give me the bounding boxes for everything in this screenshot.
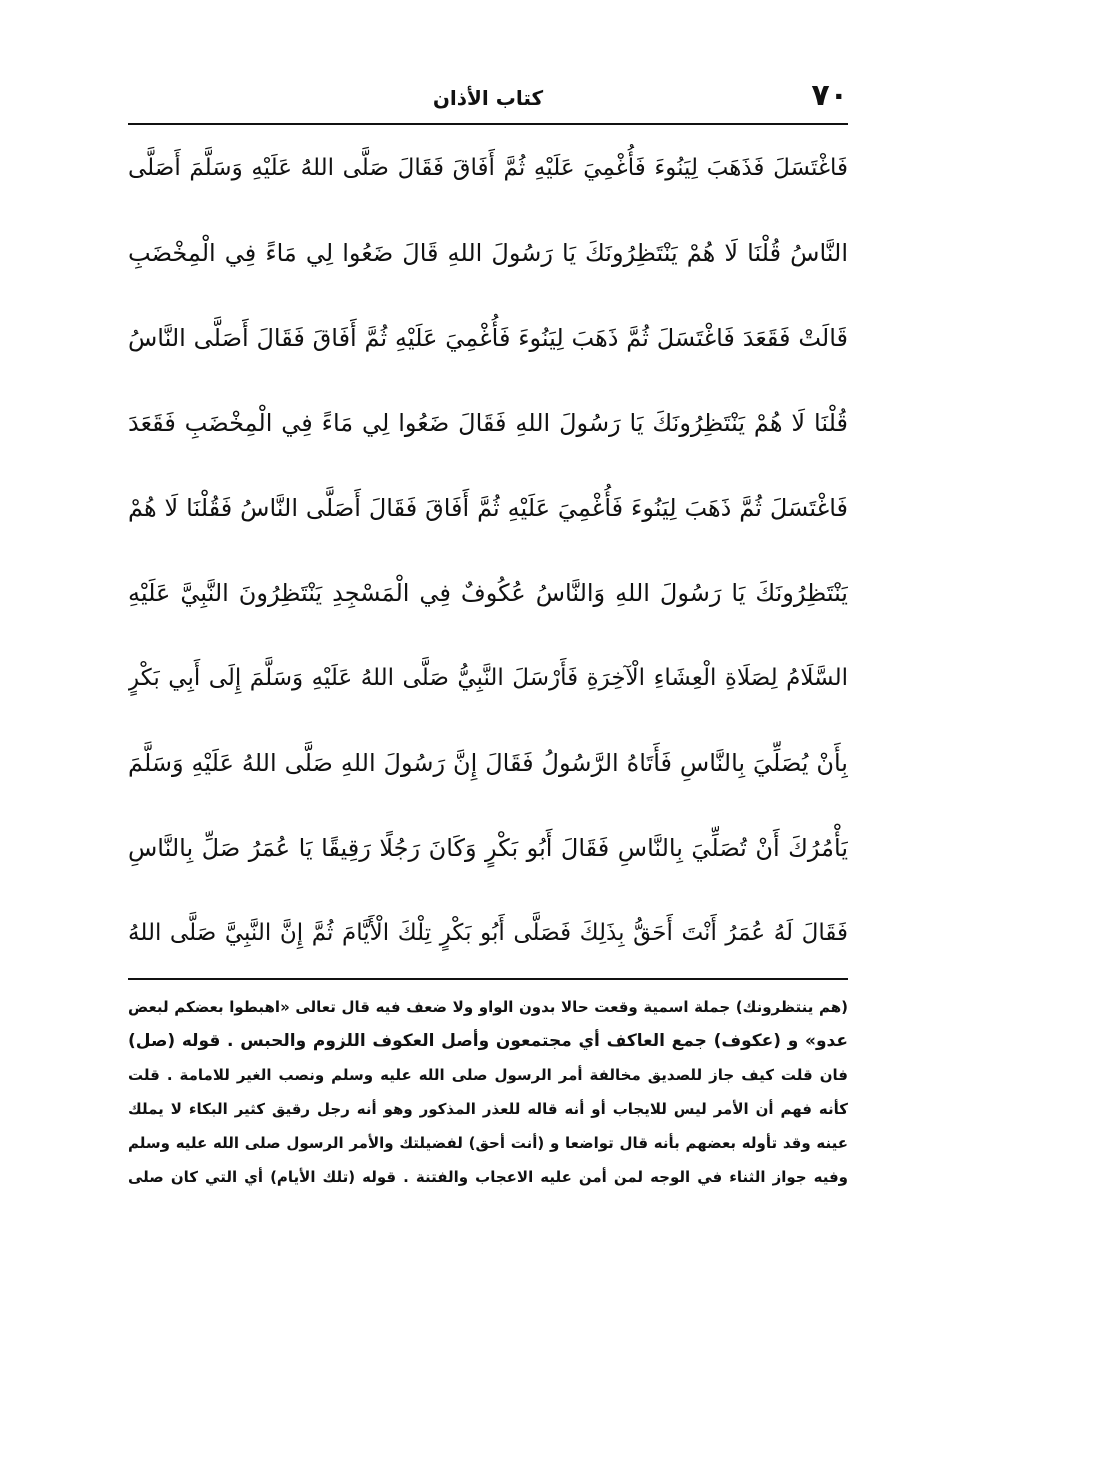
main-text [128, 138, 848, 988]
main-text-line: النَّاسُ قُلْنَا لَا هُمْ يَنْتَظِرُونَكَ يَا رَسُولَ اللهِ قَالَ ضَعُوا لِي مَاءً فِي الْمِخْضَبِ [128, 239, 848, 267]
main-text-line: يَنْتَظِرُونَكَ يَا رَسُولَ اللهِ وَالنَّاسُ عُكُوفٌ فِي الْمَسْجِدِ يَنْتَظِرُونَ النَّبِيَّ عَلَيْهِ [128, 579, 848, 607]
note-line: عدو» و (عكوف) جمع العاكف أي مجتمعون وأصل العكوف اللزوم والحبس . قوله (صل) [128, 1031, 848, 1051]
main-text-line: فَاغْتَسَلَ ثُمَّ ذَهَبَ لِيَنُوءَ فَأُغْمِيَ عَلَيْهِ ثُمَّ أَفَاقَ فَقَالَ أَصَلَّى النَّاسُ فَقُلْنَا لَا هُمْ [128, 494, 848, 522]
main-text-line: السَّلَامُ لِصَلَاةِ الْعِشَاءِ الْآخِرَةِ فَأَرْسَلَ النَّبِيُّ صَلَّى اللهُ عَلَيْهِ وَسَلَّمَ إِلَى أَبِي بَكْرٍ [128, 665, 848, 691]
main-text-line: بِأَنْ يُصَلِّيَ بِالنَّاسِ فَأَتَاهُ الرَّسُولُ فَقَالَ إِنَّ رَسُولَ اللهِ صَلَّى اللهُ عَلَيْهِ وَسَلَّمَ [128, 749, 848, 777]
note-line: كأنه فهم أن الأمر ليس للايجاب أو أنه قاله للعذر المذكور وهو أنه رجل رقيق كثير البكاء لا يملك [128, 1100, 848, 1118]
note-line: (هم ينتظرونك) جملة اسمية وقعت حالا بدون الواو ولا ضعف فيه قال تعالى «اهبطوا بعضكم لبعض [128, 998, 848, 1016]
book-title: كتاب الأذان [432, 86, 544, 110]
footnote-rule [128, 978, 848, 980]
page-header [128, 74, 848, 124]
header-rule [128, 123, 848, 125]
main-text-line: فَاغْتَسَلَ فَذَهَبَ لِيَنُوءَ فَأُغْمِيَ عَلَيْهِ ثُمَّ أَفَاقَ فَقَالَ صَلَّى اللهُ عَلَيْهِ وَسَلَّمَ أَصَلَّى [128, 155, 848, 181]
commentary-notes [128, 990, 848, 1194]
main-text-line: فَقَالَ لَهُ عُمَرُ أَنْتَ أَحَقُّ بِذَلِكَ فَصَلَّى أَبُو بَكْرٍ تِلْكَ الْأَيَّامَ ثُمَّ إِنَّ النَّبِيَّ صَلَّى اللهُ [128, 920, 848, 946]
note-line: عينه وقد تأوله بعضهم بأنه قال تواضعا و (أنت أحق) لفضيلتك والأمر الرسول صلى الله عليه وسلم [128, 1134, 848, 1152]
main-text-line: قَالَتْ فَقَعَدَ فَاغْتَسَلَ ثُمَّ ذَهَبَ لِيَنُوءَ فَأُغْمِيَ عَلَيْهِ ثُمَّ أَفَاقَ فَقَالَ أَصَلَّى النَّاسُ [128, 324, 848, 352]
note-line: وفيه جواز الثناء في الوجه لمن أمن عليه الاعجاب والفتنة . قوله (تلك الأيام) أي التي كان صلى [128, 1168, 848, 1186]
note-line: فان قلت كيف جاز للصديق مخالفة أمر الرسول صلى الله عليه وسلم ونصب الغير للامامة . قلت [128, 1066, 848, 1084]
page-number: ٧٠ [811, 78, 848, 113]
main-text-line: قُلْنَا لَا هُمْ يَنْتَظِرُونَكَ يَا رَسُولَ اللهِ فَقَالَ ضَعُوا لِي مَاءً فِي الْمِخْضَبِ فَقَعَدَ [128, 409, 848, 437]
main-text-line: يَأْمُرُكَ أَنْ تُصَلِّيَ بِالنَّاسِ فَقَالَ أَبُو بَكْرٍ وَكَانَ رَجُلًا رَقِيقًا يَا عُمَرُ صَلِّ بِالنَّاسِ [128, 834, 848, 862]
